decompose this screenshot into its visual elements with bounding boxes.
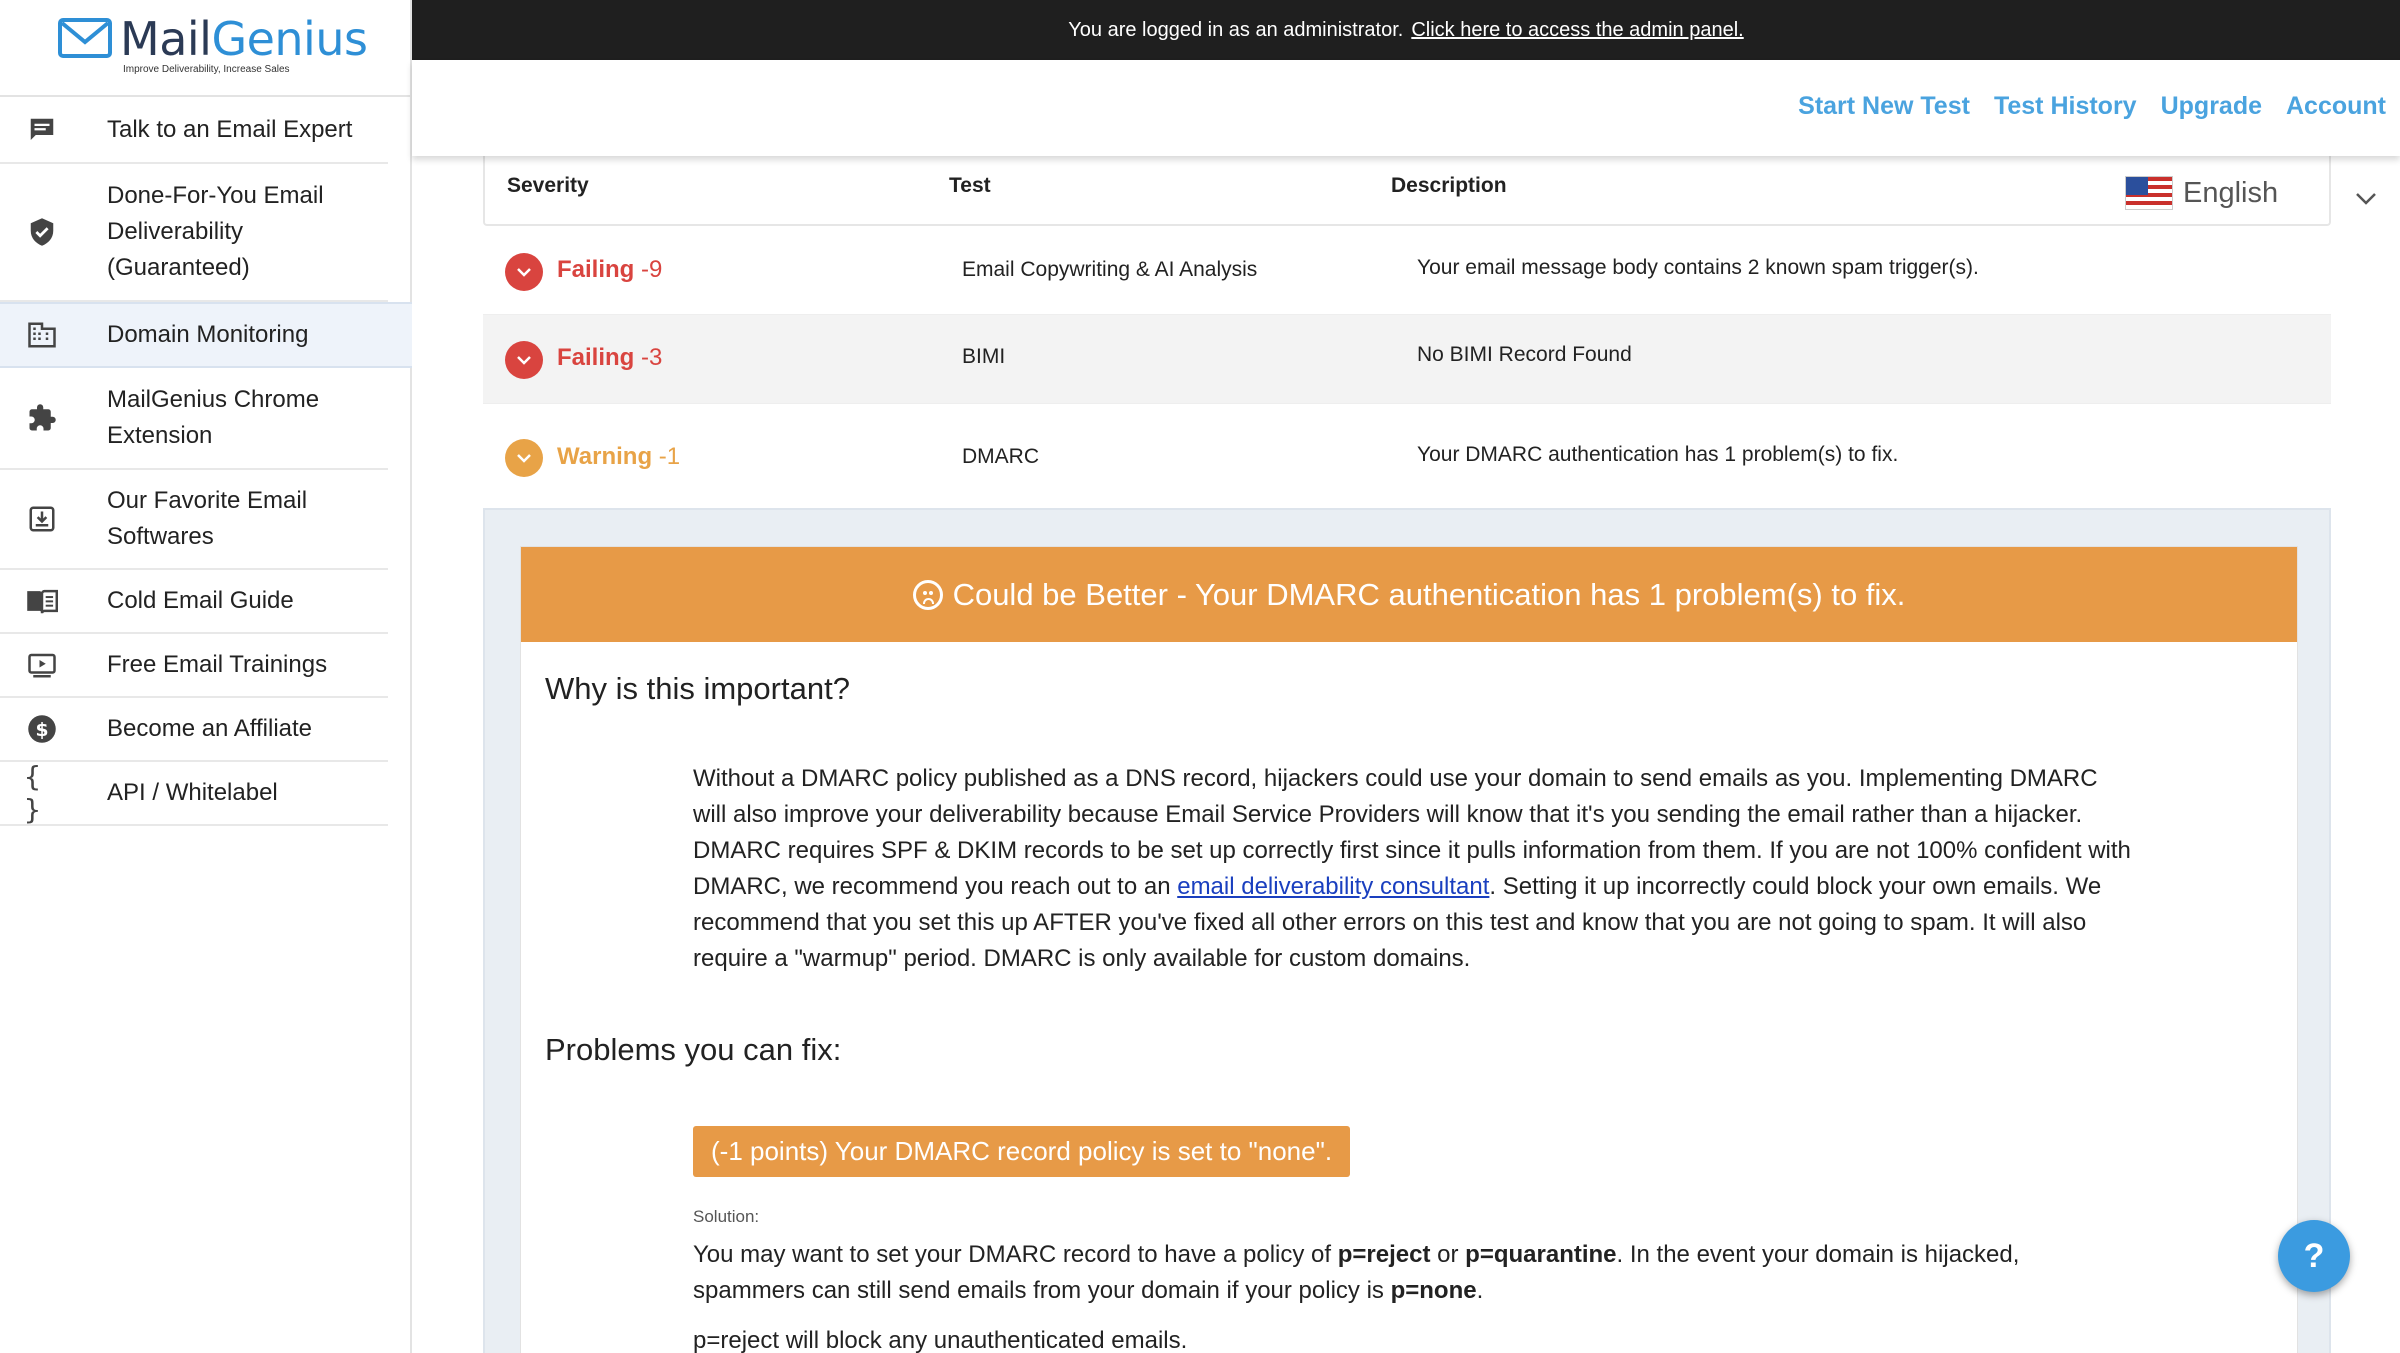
problems-heading: Problems you can fix: [545, 1032, 842, 1067]
sidebar-item-label: Free Email Trainings [107, 651, 328, 678]
sidebar-item-label: Our Favorite Email Softwares [107, 487, 308, 550]
sidebar-item-talk-expert[interactable] [0, 98, 388, 164]
admin-notice-text: You are logged in as an administrator. [1068, 18, 1404, 41]
sidebar-item-label: Domain Monitoring [107, 321, 309, 348]
chevron-down-icon[interactable] [2355, 182, 2377, 213]
chevron-down-icon[interactable] [505, 253, 543, 291]
admin-notice-bar [412, 0, 2400, 60]
table-row[interactable] [483, 226, 2331, 315]
test-description: Your DMARC authentication has 1 problem(s) to fix. [1417, 443, 1899, 466]
test-history-link[interactable]: Test History [1993, 92, 2137, 120]
col-test: Test [949, 174, 991, 197]
chevron-down-icon[interactable] [505, 439, 543, 477]
test-description: Your email message body contains 2 known spam trigger(s). [1417, 256, 1979, 279]
building-icon [24, 317, 60, 353]
start-new-test-link[interactable]: Start New Test [1798, 92, 1970, 120]
col-severity: Severity [507, 174, 589, 197]
video-icon [24, 647, 60, 683]
why-text: Without a DMARC policy published as a DNS record, hijackers could use your domain to send emails as you. Implementing DMARC will also improve your deliverability because Email Service Providers will know that it's you sending the email rather than a hijacker. DMARC requires SPF & DKIM records to be set up correctly first since it pulls information from them. If you are not 100% confident with DMARC, we recommend you reach out to an email deliverability consultant. Setting it up incorrectly could block your own emails. We recommend that you set this up AFTER you've fixed all other errors on this test and know that you are not going to spam. It will also require a "warmup" period. DMARC is only available for custom domains. [693, 765, 2131, 972]
main-content [412, 156, 2400, 1353]
sidebar-item-affiliate[interactable] [0, 698, 388, 762]
table-header [483, 156, 2331, 226]
download-box-icon [24, 501, 60, 537]
sidebar-item-api-whitelabel[interactable] [0, 762, 388, 826]
col-description: Description [1391, 174, 1507, 197]
sidebar-item-domain-monitoring[interactable] [0, 302, 412, 368]
problem-pill: (-1 points) Your DMARC record policy is set to "none". [693, 1126, 1350, 1177]
sidebar-item-label: Cold Email Guide [107, 587, 294, 614]
sidebar-item-done-for-you[interactable] [0, 164, 388, 302]
envelope-logo-icon [58, 18, 112, 58]
admin-panel-link[interactable]: Click here to access the admin panel. [1411, 18, 1744, 41]
shield-check-icon [24, 214, 60, 250]
solution-text: You may want to set your DMARC record to have a policy of p=reject or p=quarantine. In the event your domain is hijacked, spammers can still send emails from your domain if your policy is p=none. [693, 1241, 2020, 1304]
sidebar-item-label: Done-For-You Email Deliverability (Guaranteed) [107, 182, 324, 281]
sidebar-item-label: Become an Affiliate [107, 715, 313, 742]
severity-label: Failing -3 [557, 344, 663, 371]
puzzle-icon [24, 400, 60, 436]
top-header [412, 60, 2400, 156]
detail-banner [521, 547, 2297, 642]
sidebar-item-label: MailGenius Chrome Extension [107, 386, 320, 449]
results-table [483, 156, 2331, 508]
sidebar-item-cold-email-guide[interactable] [0, 570, 388, 634]
test-name: Email Copywriting & AI Analysis [962, 258, 1258, 281]
why-heading: Why is this important? [545, 671, 850, 706]
logo[interactable] [0, 0, 410, 97]
dmarc-detail-card [520, 546, 2298, 1353]
logo-text: MailGenius [120, 12, 368, 66]
account-link[interactable]: Account [2286, 92, 2386, 120]
sidebar-nav [0, 98, 412, 826]
solution-label: Solution: [693, 1207, 760, 1226]
logo-tagline: Improve Deliverability, Increase Sales [123, 64, 290, 75]
table-row[interactable] [483, 315, 2331, 404]
svg-text:$: $ [35, 719, 49, 741]
sidebar-item-label: Talk to an Email Expert [107, 116, 353, 143]
sidebar [0, 0, 412, 1353]
header-nav [1798, 92, 2386, 121]
test-name: DMARC [962, 445, 1039, 468]
chat-icon [24, 112, 60, 148]
test-name: BIMI [962, 345, 1006, 368]
us-flag-icon [2125, 176, 2173, 210]
upgrade-link[interactable]: Upgrade [2160, 92, 2262, 120]
severity-label: Failing -9 [557, 256, 663, 283]
consultant-link[interactable]: email deliverability consultant [1177, 873, 1490, 900]
solution-cut-text: p=reject will block any unauthenticated emails. [693, 1327, 1188, 1353]
test-description: No BIMI Record Found [1417, 343, 1632, 366]
sidebar-item-chrome-extension[interactable] [0, 368, 388, 470]
sidebar-item-label: API / Whitelabel [107, 779, 278, 806]
language-label: English [2183, 176, 2279, 209]
chevron-down-icon[interactable] [505, 341, 543, 379]
code-braces-icon: { } [24, 760, 41, 826]
book-icon [24, 583, 60, 619]
sad-face-icon [913, 580, 943, 610]
detail-banner-text: Could be Better - Your DMARC authentication has 1 problem(s) to fix. [952, 576, 1906, 612]
language-selector[interactable] [2125, 176, 2278, 210]
dollar-icon [24, 711, 60, 747]
sidebar-item-favorite-softwares[interactable] [0, 470, 388, 570]
help-button[interactable]: ? [2278, 1220, 2350, 1292]
severity-label: Warning -1 [557, 443, 681, 470]
sidebar-item-free-trainings[interactable] [0, 634, 388, 698]
table-row[interactable] [483, 404, 2331, 508]
dmarc-detail-panel [483, 508, 2331, 1353]
